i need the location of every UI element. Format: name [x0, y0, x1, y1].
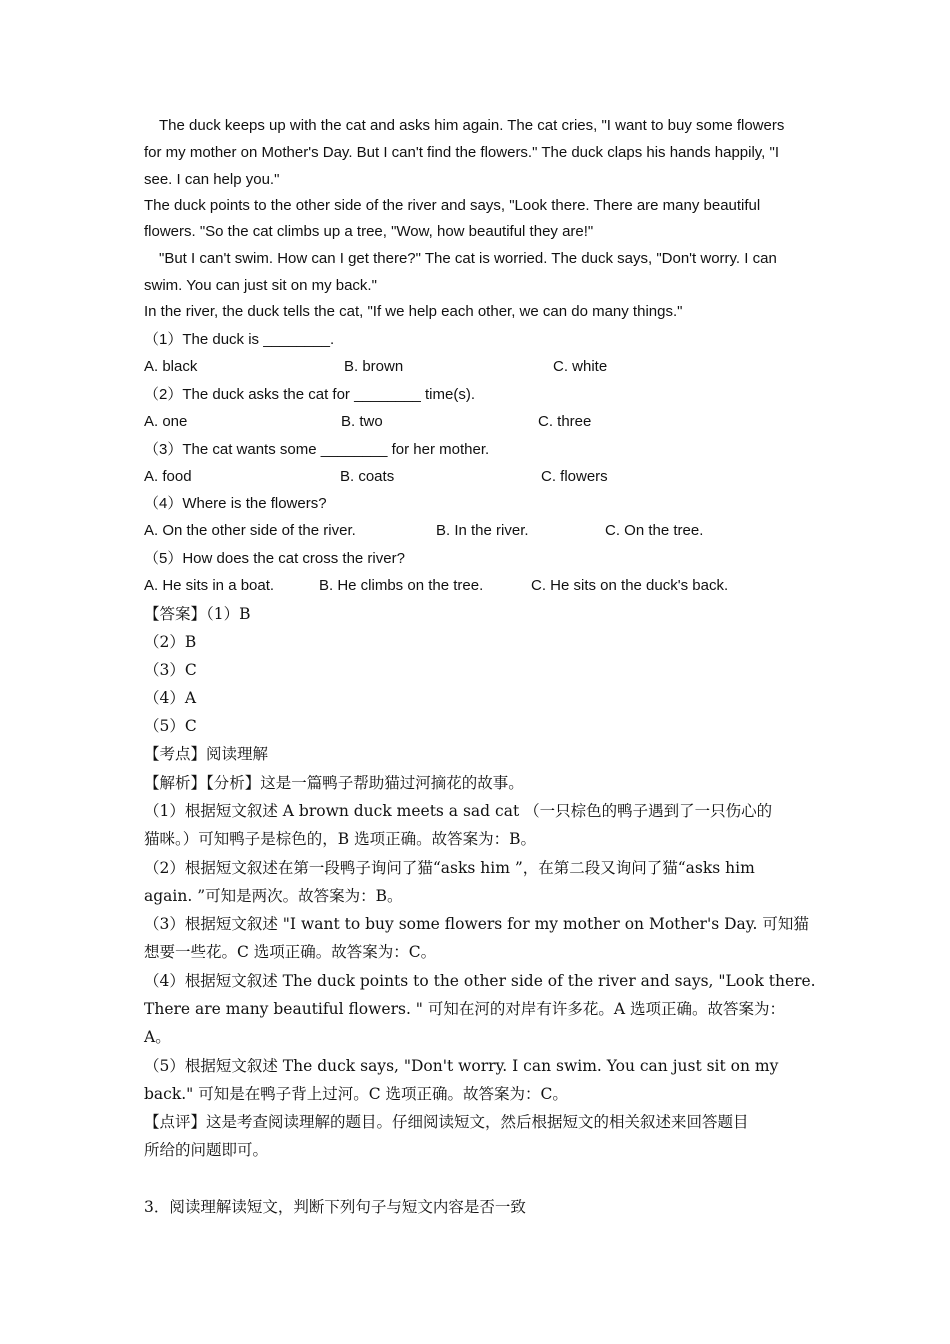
- answer-line: （5）C: [144, 717, 197, 735]
- passage-line: The duck points to the other side of the river and says, "Look there. There are many beautiful: [144, 197, 761, 214]
- answer-line: （3）C: [144, 661, 197, 679]
- option-b: B. brown: [344, 358, 404, 375]
- analysis-line: back." 可知是在鸭子背上过河。C 选项正确。故答案为：C。: [144, 1085, 568, 1103]
- answer-line: （2）B: [144, 633, 197, 651]
- answer-line: 【答案】（1）B: [144, 605, 251, 623]
- passage-line: see. I can help you.": [144, 171, 280, 188]
- analysis-line: A。: [144, 1028, 171, 1046]
- comment-line: 【点评】这是考查阅读理解的题目。仔细阅读短文，然后根据短文的相关叙述来回答题目: [144, 1113, 749, 1131]
- option-c: C. three: [538, 413, 592, 430]
- question-stem: （5）How does the cat cross the river?: [144, 550, 405, 567]
- option-b: B. coats: [340, 468, 395, 485]
- passage-line: flowers. "So the cat climbs up a tree, "Wow, how beautiful they are!": [144, 223, 594, 240]
- question-stem: （1）The duck is ________.: [144, 331, 335, 348]
- kaodian-line: 【考点】阅读理解: [144, 745, 269, 763]
- analysis-line: （5）根据短文叙述 The duck says, "Don't worry. I can swim. You can just sit on my: [144, 1057, 779, 1075]
- option-c: C. On the tree.: [605, 522, 704, 539]
- next-question-heading: 3．阅读理解读短文，判断下列句子与短文内容是否一致: [144, 1198, 526, 1216]
- option-b: B. He climbs on the tree.: [319, 577, 484, 594]
- option-c: C. white: [553, 358, 608, 375]
- analysis-line: （4）根据短文叙述 The duck points to the other side of the river and says, "Look there.: [144, 972, 816, 990]
- analysis-line: 想要一些花。C 选项正确。故答案为：C。: [144, 943, 437, 961]
- option-b: B. two: [341, 413, 383, 430]
- option-a: A. He sits in a boat.: [144, 577, 275, 594]
- analysis-line: 猫咪。）可知鸭子是棕色的，B 选项正确。故答案为：B。: [144, 830, 536, 848]
- passage-line: swim. You can just sit on my back.": [144, 277, 377, 294]
- option-a: A. food: [144, 468, 192, 485]
- question-stem: （3）The cat wants some ________ for her mother.: [144, 441, 490, 458]
- option-c: C. flowers: [541, 468, 608, 485]
- answer-line: （4）A: [144, 689, 197, 707]
- analysis-line: （1）根据短文叙述 A brown duck meets a sad cat （一只棕色的鸭子遇到了一只伤心的: [144, 802, 773, 820]
- question-stem: （2）The duck asks the cat for ________ time(s).: [144, 386, 475, 403]
- passage-line: for my mother on Mother's Day. But I can't find the flowers." The duck claps his hands happily, "I: [144, 144, 780, 161]
- passage-line: In the river, the duck tells the cat, "If we help each other, we can do many things.": [144, 303, 683, 320]
- analysis-line: （2）根据短文叙述在第一段鸭子询问了猫“asks him ”，在第二段又询问了猫“asks him: [144, 859, 755, 877]
- option-a: A. black: [144, 358, 198, 375]
- question-stem: （4）Where is the flowers?: [144, 495, 327, 512]
- passage-line: The duck keeps up with the cat and asks him again. The cat cries, "I want to buy some flowers: [159, 117, 785, 134]
- analysis-line: again. ”可知是两次。故答案为：B。: [144, 887, 403, 905]
- analysis-line: （3）根据短文叙述 "I want to buy some flowers for my mother on Mother's Day. 可知猫: [144, 915, 809, 933]
- comment-line: 所给的问题即可。: [144, 1141, 269, 1159]
- analysis-line: There are many beautiful flowers. " 可知在河的对岸有许多花。A 选项正确。故答案为：: [144, 1000, 785, 1018]
- option-a: A. one: [144, 413, 188, 430]
- passage-line: "But I can't swim. How can I get there?" The cat is worried. The duck says, "Don't worry. I can: [159, 250, 777, 267]
- option-a: A. On the other side of the river.: [144, 522, 356, 539]
- analysis-intro: 【解析】【分析】这是一篇鸭子帮助猫过河摘花的故事。: [144, 774, 524, 792]
- option-b: B. In the river.: [436, 522, 529, 539]
- option-c: C. He sits on the duck's back.: [531, 577, 729, 594]
